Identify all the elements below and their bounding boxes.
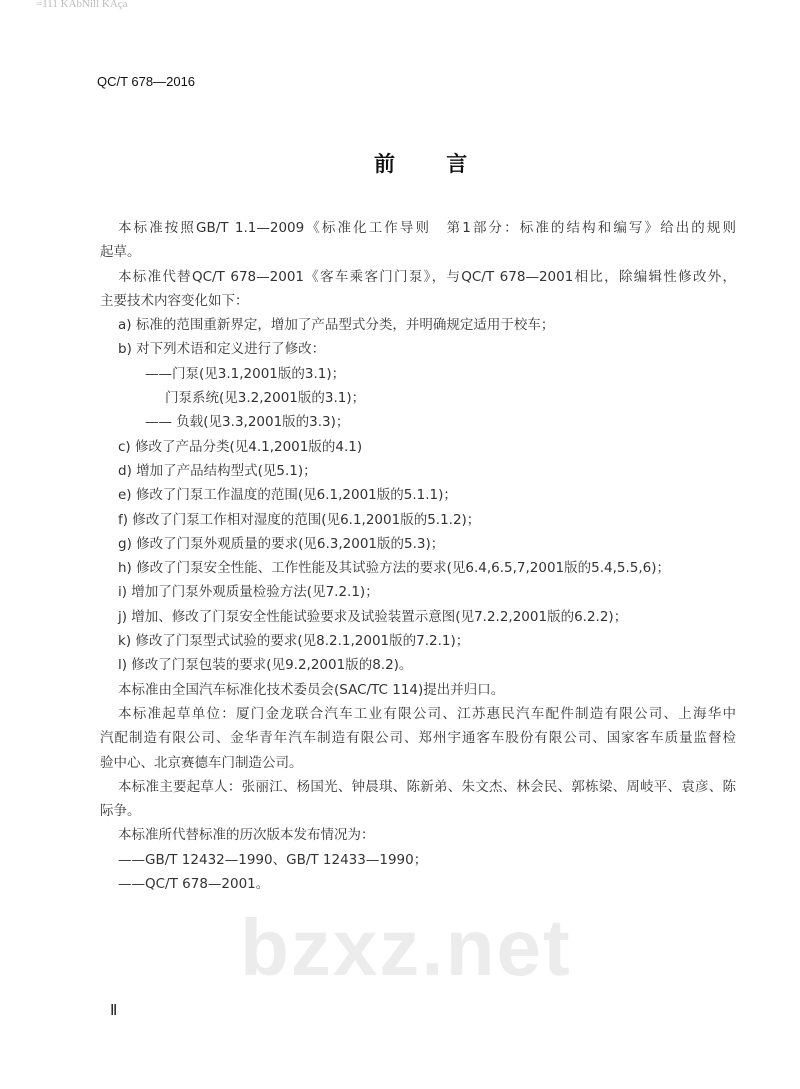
text-line: 主要技术内容变化如下： xyxy=(100,292,249,309)
text-line: f) 修改了门泵工作相对湿度的范围(见6.1,2001版的5.1.2)； xyxy=(118,511,481,528)
text-line: 本标准起草单位：厦门金龙联合汽车工业有限公司、江苏惠民汽车配件制造有限公司、上海华中 xyxy=(118,705,736,722)
text-line: 本标准代替QC/T 678—2001《客车乘客门门泵》，与QC/T 678—2001相比，除编辑性修改外， xyxy=(118,268,736,285)
watermark: bzxz.net xyxy=(240,903,572,992)
text-line: g) 修改了门泵外观质量的要求(见6.3,2001版的5.3)； xyxy=(118,535,445,552)
text-line: a) 标准的范围重新界定，增加了产品型式分类，并明确规定适用于校车； xyxy=(118,317,555,334)
text-line: j) 增加、修改了门泵安全性能试验要求及试验装置示意图(见7.2.2,2001版的6.2.2)； xyxy=(118,608,628,625)
text-line: ——门泵(见3.1,2001版的3.1)； xyxy=(145,365,346,382)
text-line: ——QC/T 678—2001。 xyxy=(118,876,270,893)
text-line: 验中心、北京赛德车门制造公司。 xyxy=(100,754,303,771)
text-line: 本标准主要起草人：张丽江、杨国光、钟晨琪、陈新弟、朱文杰、林会民、郭栋梁、周岐平、袁彦、陈 xyxy=(118,778,736,795)
text-line: 本标准按照GB/T 1.1—2009《标准化工作导则 第1部分：标准的结构和编写》给出的规则 xyxy=(118,220,736,236)
text-line: 际争。 xyxy=(100,803,141,820)
foreword-body xyxy=(100,216,736,896)
text-line: k) 修改了门泵型式试验的要求(见8.2.1,2001版的7.2.1)； xyxy=(118,633,470,650)
text-line: ——GB/T 12432—1990、GB/T 12433—1990； xyxy=(118,851,428,868)
text-line: —— 负载(见3.3,2001版的3.3)； xyxy=(145,414,350,431)
text-line: d) 增加了产品结构型式(见5.1)； xyxy=(118,462,317,479)
text-line: b) 对下列术语和定义进行了修改： xyxy=(118,341,326,358)
text-line: h) 修改了门泵安全性能、工作性能及其试验方法的要求(见6.4,6.5,7,2001版的5.4,5.5,6)； xyxy=(118,560,671,577)
text-line: c) 修改了产品分类(见4.1,2001版的4.1) xyxy=(118,438,363,455)
text-line: 汽配制造有限公司、金华青年汽车制造有限公司、郑州宇通客车股份有限公司、国家客车质量监督检 xyxy=(100,730,736,747)
text-line: 门泵系统(见3.2,2001版的3.1)； xyxy=(165,390,366,407)
page-title: 前 言 xyxy=(374,152,490,176)
text-line: 起草。 xyxy=(100,244,141,261)
page-number: Ⅱ xyxy=(110,1003,118,1019)
scan-stamp: =111 KAbNill KAça xyxy=(36,0,128,10)
text-line: 本标准所代替标准的历次版本发布情况为： xyxy=(118,827,375,844)
text-line: i) 增加了门泵外观质量检验方法(见7.2.1)； xyxy=(118,584,379,601)
text-line: e) 修改了门泵工作温度的范围(见6.1,2001版的5.1.1)； xyxy=(118,487,457,504)
standard-number-header: QC/T 678—2016 xyxy=(97,74,196,89)
text-line: l) 修改了门泵包装的要求(见9.2,2001版的8.2)。 xyxy=(118,657,413,674)
text-line: 本标准由全国汽车标准化技术委员会(SAC/TC 114)提出并归口。 xyxy=(118,681,505,698)
